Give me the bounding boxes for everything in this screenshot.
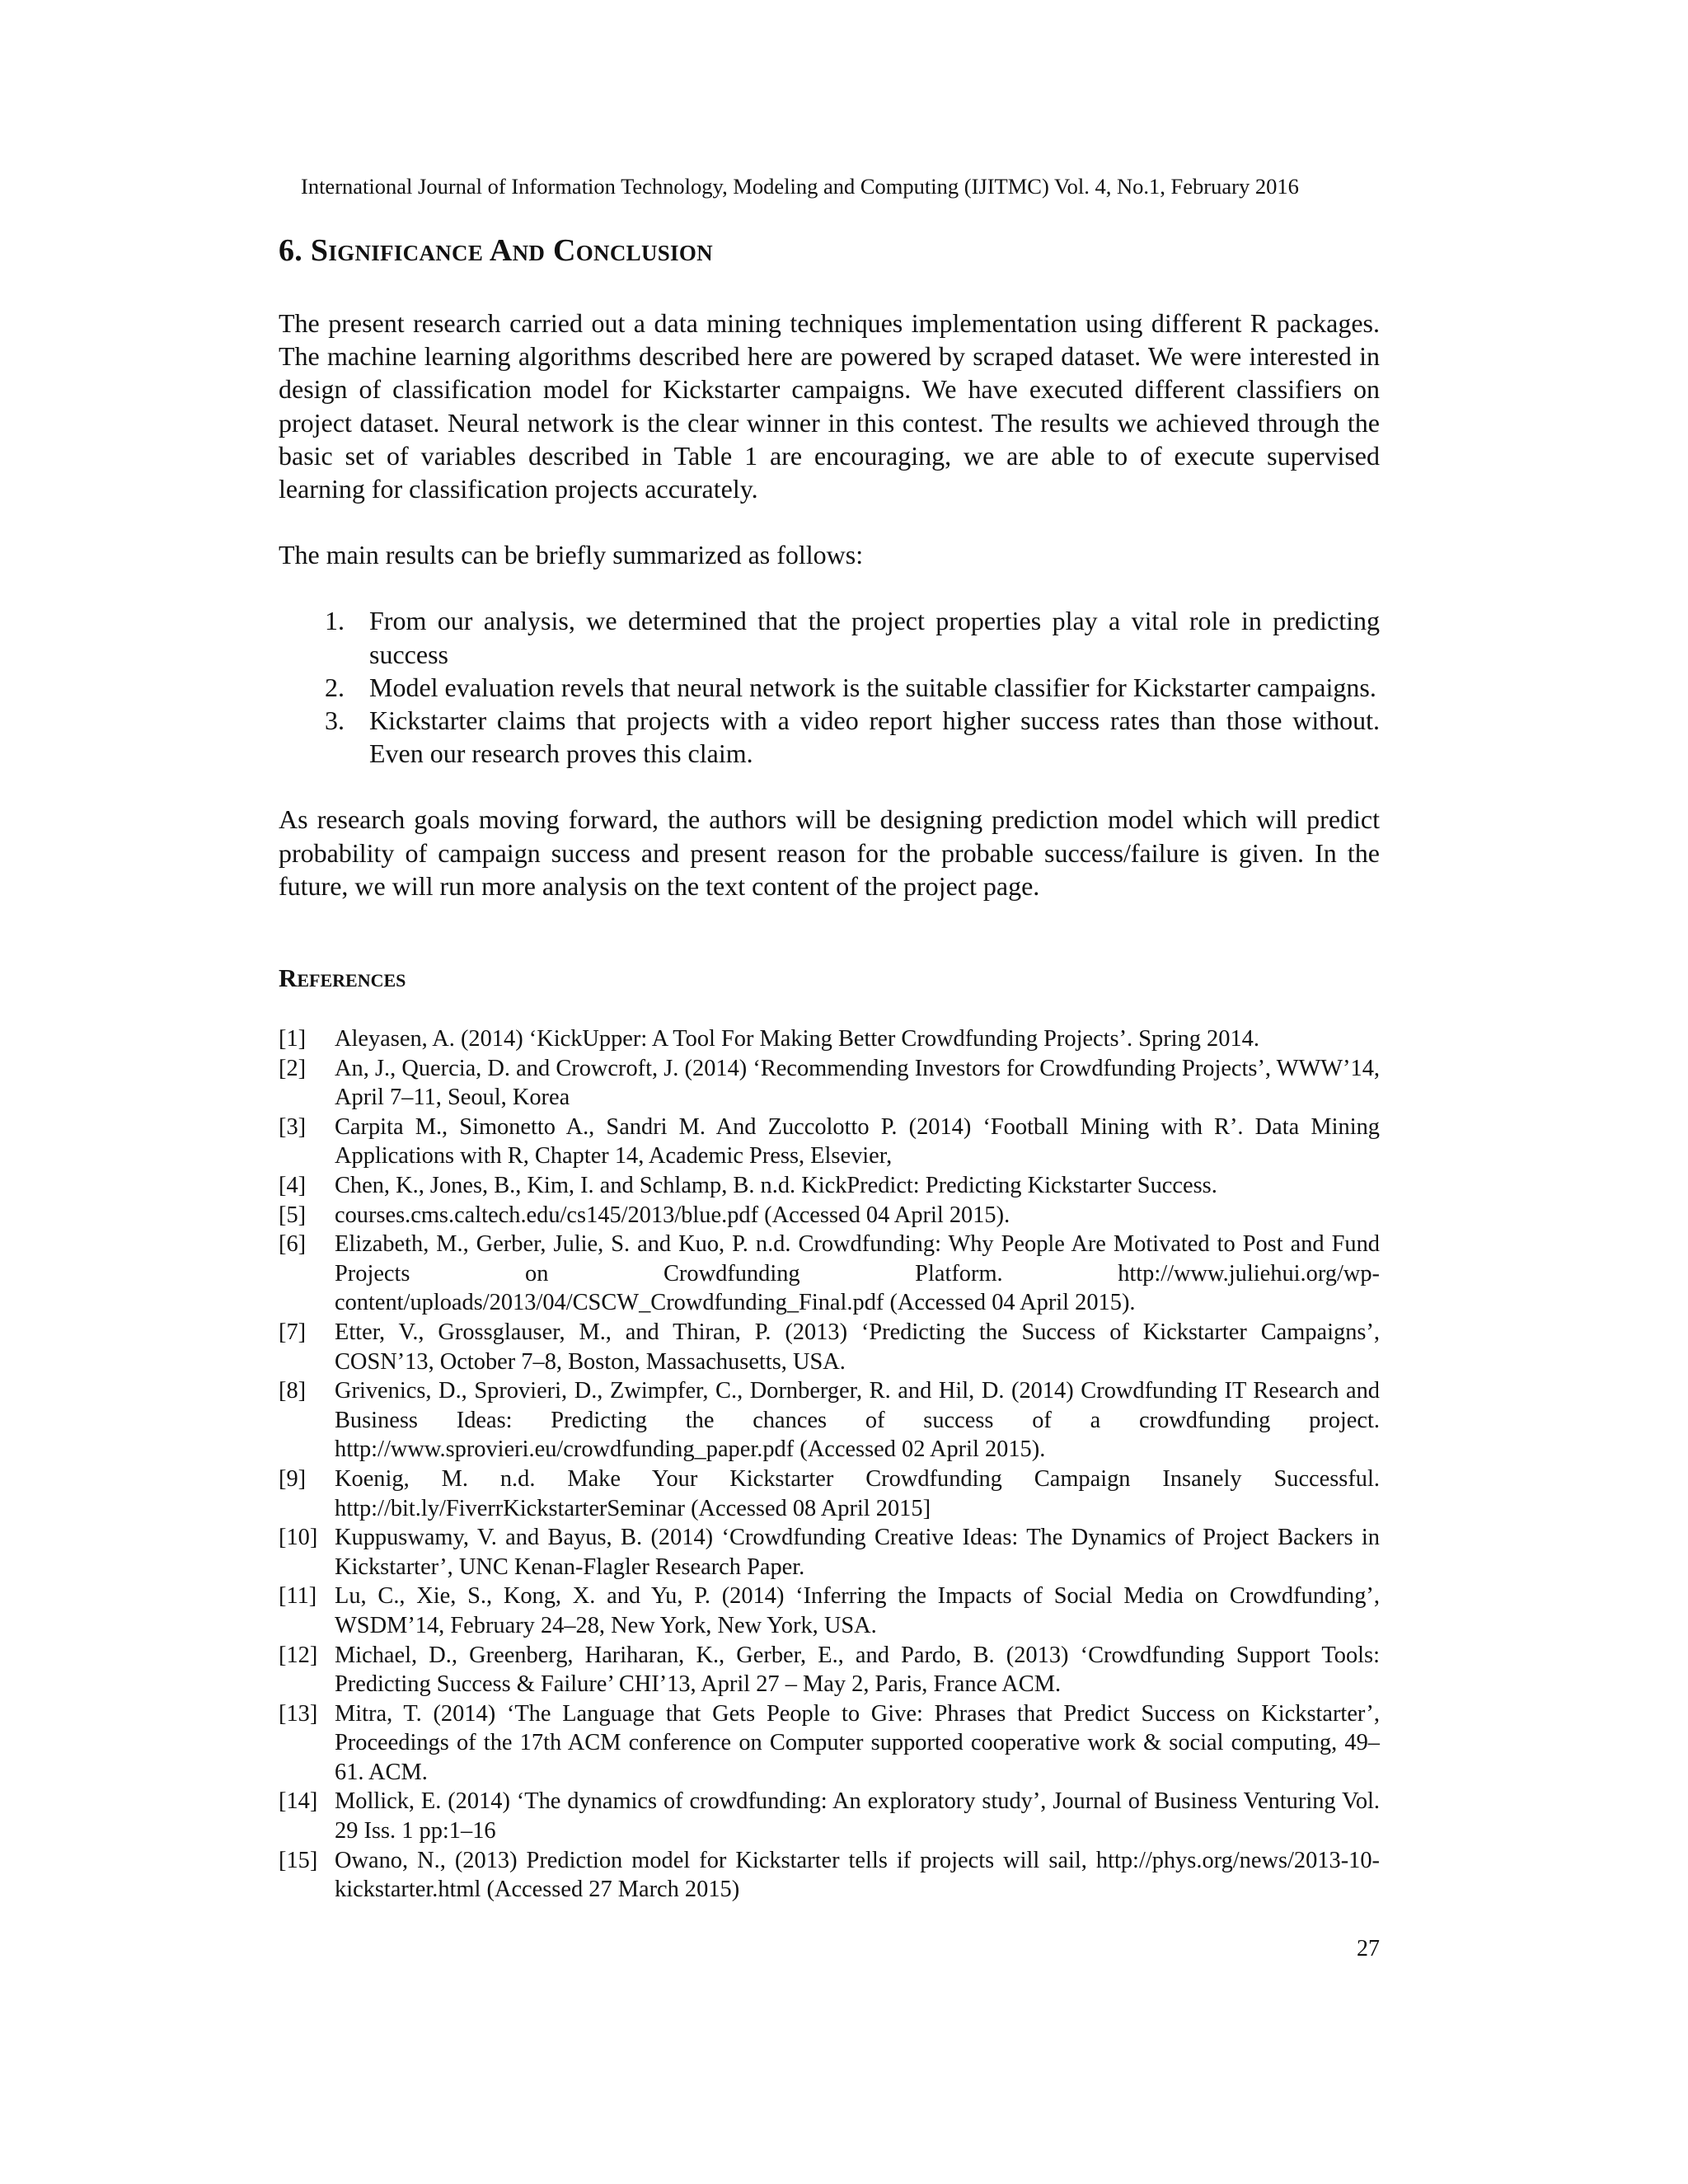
list-text: Kickstarter claims that projects with a video report higher success rates than those without. Even our research proves this claim. xyxy=(369,705,1380,769)
page-number: 27 xyxy=(1357,1936,1380,1961)
reference-number: [11] xyxy=(279,1583,317,1610)
reference-item xyxy=(279,1318,1380,1376)
reference-item xyxy=(279,1376,1380,1465)
reference-item xyxy=(279,1171,1380,1201)
reference-item xyxy=(279,1699,1380,1788)
reference-number: [2] xyxy=(279,1055,307,1081)
reference-number: [12] xyxy=(279,1642,318,1668)
reference-number: [9] xyxy=(279,1465,307,1492)
reference-text: Koenig, M. n.d. Make Your Kickstarter Crowdfunding Campaign Insanely Successful. http://bit.ly/FiverrKickstarterSeminar (Accessed 08 April 2015] xyxy=(335,1465,1380,1521)
reference-text: Owano, N., (2013) Prediction model for Kickstarter tells if projects will sail, http://phys.org/news/2013-10-kickstarter.html (Accessed 27 March 2015) xyxy=(335,1847,1380,1903)
reference-text: Aleyasen, A. (2014) ‘KickUpper: A Tool For Making Better Crowdfunding Projects’. Spring 2014. xyxy=(335,1026,1259,1052)
reference-text: Elizabeth, M., Gerber, Julie, S. and Kuo, P. n.d. Crowdfunding: Why People Are Motivated to Post and Fund Projects on Crowdfunding Platform. http://www.juliehui.org/wp-content/uploads/2013/04/CSCW_Crowdfunding_Final.pdf (Accessed 04 April 2015). xyxy=(335,1231,1380,1316)
references-heading: References xyxy=(279,963,406,993)
reference-text: Carpita M., Simonetto A., Sandri M. And Zuccolotto P. (2014) ‘Football Mining with R’. Data Mining Applications with R, Chapter 14, Academic Press, Elsevier, xyxy=(335,1113,1380,1169)
reference-number: [15] xyxy=(279,1847,318,1873)
reference-number: [1] xyxy=(279,1026,307,1052)
list-text: Model evaluation revels that neural network is the suitable classifier for Kickstarter campaigns. xyxy=(369,672,1376,702)
reference-item xyxy=(279,1641,1380,1699)
reference-number: [10] xyxy=(279,1525,318,1551)
reference-number: [14] xyxy=(279,1788,318,1815)
reference-text: Michael, D., Greenberg, Hariharan, K., Gerber, E., and Pardo, B. (2013) ‘Crowdfunding Support Tools: Predicting Success & Failure’ CHI’13, April 27 – May 2, Paris, France ACM. xyxy=(335,1642,1380,1698)
list-number: 2. xyxy=(325,672,345,702)
list-item xyxy=(279,604,1380,670)
reference-number: [7] xyxy=(279,1319,307,1345)
reference-item xyxy=(279,1582,1380,1640)
list-number: 3. xyxy=(325,705,345,736)
reference-text: Mitra, T. (2014) ‘The Language that Gets People to Give: Phrases that Predict Success on Kickstarter’, Proceedings of the 17th ACM conference on Computer supported cooperative work & social computing, 49–61. ACM. xyxy=(335,1700,1380,1785)
page-content xyxy=(279,231,1380,1905)
list-number: 1. xyxy=(325,606,345,636)
reference-item xyxy=(279,1465,1380,1523)
reference-text: Grivenics, D., Sprovieri, D., Zwimpfer, C., Dornberger, R. and Hil, D. (2014) Crowdfunding IT Research and Business Ideas: Predicting the chances of success of a crowdfunding project. http://www.sprovieri.eu/crowdfunding_paper.pdf (Accessed 02 April 2015). xyxy=(335,1378,1380,1463)
reference-item xyxy=(279,1054,1380,1113)
reference-number: [4] xyxy=(279,1173,307,1199)
references-list xyxy=(279,1024,1380,1905)
list-item xyxy=(279,671,1380,704)
reference-item xyxy=(279,1787,1380,1845)
reference-item xyxy=(279,1846,1380,1905)
conclusion-paragraph: The present research carried out a data mining techniques implementation using different R packages. The machine learning algorithms described here are powered by scraped dataset. We were interested in design of classification model for Kickstarter campaigns. We have executed different classifiers on project dataset. Neural network is the clear winner in this contest. The results we achieved through the basic set of variables described in Table 1 are encouraging, we are able to of execute supervised learning for classification projects accurately. xyxy=(279,308,1380,504)
reference-number: [13] xyxy=(279,1700,318,1727)
future-work-paragraph: As research goals moving forward, the authors will be designing prediction model which will predict probability of campaign success and present reason for the probable success/failure is given. In the future, we will run more analysis on the text content of the project page. xyxy=(279,804,1380,901)
reference-text: Kuppuswamy, V. and Bayus, B. (2014) ‘Crowdfunding Creative Ideas: The Dynamics of Project Backers in Kickstarter’, UNC Kenan-Flagler Research Paper. xyxy=(335,1525,1380,1580)
running-header: International Journal of Information Technology, Modeling and Computing (IJITMC) Vol. 4, No.1, February 2016 xyxy=(301,174,1299,199)
section-heading: 6. Significance And Conclusion xyxy=(279,233,713,268)
reference-item xyxy=(279,1024,1380,1054)
reference-number: [5] xyxy=(279,1202,307,1228)
list-text: From our analysis, we determined that the project properties play a vital role in predicting success xyxy=(369,606,1380,669)
reference-text: An, J., Quercia, D. and Crowcroft, J. (2014) ‘Recommending Investors for Crowdfunding Projects’, WWW’14, April 7–11, Seoul, Korea xyxy=(335,1055,1380,1111)
reference-text: Mollick, E. (2014) ‘The dynamics of crowdfunding: An exploratory study’, Journal of Business Venturing Vol. 29 Iss. 1 pp:1–16 xyxy=(335,1788,1380,1844)
reference-item xyxy=(279,1113,1380,1171)
reference-text: Etter, V., Grossglauser, M., and Thiran, P. (2013) ‘Predicting the Success of Kickstarter Campaigns’, COSN’13, October 7–8, Boston, Massachusetts, USA. xyxy=(335,1319,1380,1375)
reference-text: Lu, C., Xie, S., Kong, X. and Yu, P. (2014) ‘Inferring the Impacts of Social Media on Crowdfunding’, WSDM’14, February 24–28, New York, New York, USA. xyxy=(335,1583,1380,1638)
results-list xyxy=(279,604,1380,770)
reference-number: [3] xyxy=(279,1113,307,1140)
reference-text: courses.cms.caltech.edu/cs145/2013/blue.pdf (Accessed 04 April 2015). xyxy=(335,1202,1010,1228)
reference-text: Chen, K., Jones, B., Kim, I. and Schlamp, B. n.d. KickPredict: Predicting Kickstarter Success. xyxy=(335,1173,1217,1199)
reference-item xyxy=(279,1201,1380,1230)
reference-item xyxy=(279,1230,1380,1318)
list-item xyxy=(279,704,1380,770)
summary-intro: The main results can be briefly summarized as follows: xyxy=(279,540,864,570)
reference-number: [8] xyxy=(279,1378,307,1404)
reference-item xyxy=(279,1523,1380,1582)
reference-number: [6] xyxy=(279,1231,307,1258)
